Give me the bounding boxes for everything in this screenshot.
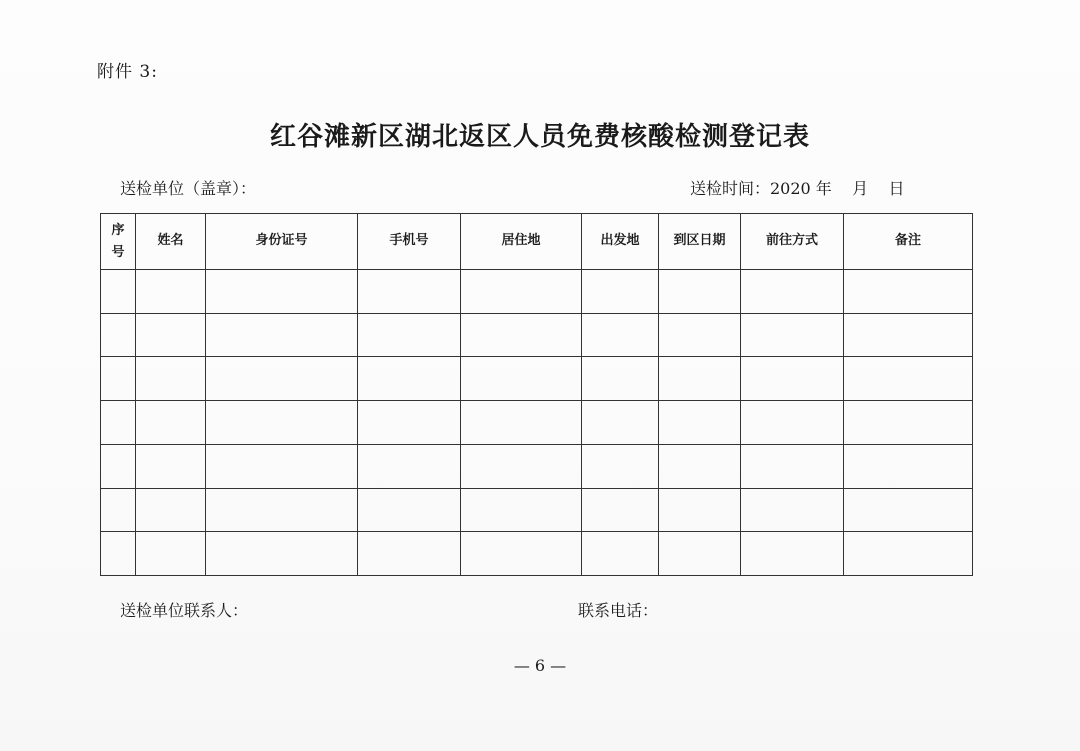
column-header-travel-mode: 前往方式 bbox=[741, 214, 844, 270]
table-cell[interactable] bbox=[844, 357, 973, 401]
table-cell[interactable] bbox=[844, 401, 973, 445]
table-cell[interactable] bbox=[358, 532, 461, 576]
submit-unit-label: 送检单位（盖章）： bbox=[120, 179, 257, 198]
table-cell[interactable] bbox=[358, 401, 461, 445]
form-title: 红谷滩新区湖北返区人员免费核酸检测登记表 bbox=[269, 122, 810, 152]
table-cell[interactable] bbox=[206, 401, 358, 445]
table-cell[interactable] bbox=[741, 401, 844, 445]
table-cell[interactable] bbox=[101, 532, 136, 576]
table-cell[interactable] bbox=[461, 401, 582, 445]
column-header-name: 姓名 bbox=[136, 214, 206, 270]
table-cell[interactable] bbox=[358, 357, 461, 401]
table-cell[interactable] bbox=[461, 488, 582, 532]
table-cell[interactable] bbox=[206, 444, 358, 488]
table-cell[interactable] bbox=[659, 357, 741, 401]
table-cell[interactable] bbox=[101, 357, 136, 401]
table-cell[interactable] bbox=[659, 313, 741, 357]
table-cell[interactable] bbox=[206, 270, 358, 314]
table-row bbox=[101, 444, 973, 488]
table-cell[interactable] bbox=[659, 444, 741, 488]
column-header-arrival-date: 到区日期 bbox=[659, 214, 741, 270]
submit-time-label: 送检时间：2020 年 月 日 bbox=[690, 179, 905, 198]
table-cell[interactable] bbox=[101, 401, 136, 445]
table-cell[interactable] bbox=[741, 357, 844, 401]
column-header-serial: 序号 bbox=[101, 214, 136, 270]
table-row bbox=[101, 270, 973, 314]
table-cell[interactable] bbox=[358, 488, 461, 532]
column-header-id-number: 身份证号 bbox=[206, 214, 358, 270]
table-cell[interactable] bbox=[844, 488, 973, 532]
table-cell[interactable] bbox=[582, 270, 659, 314]
table-cell[interactable] bbox=[136, 401, 206, 445]
table-cell[interactable] bbox=[461, 313, 582, 357]
table-cell[interactable] bbox=[206, 357, 358, 401]
table-cell[interactable] bbox=[582, 532, 659, 576]
column-header-departure: 出发地 bbox=[582, 214, 659, 270]
table-cell[interactable] bbox=[582, 313, 659, 357]
table-cell[interactable] bbox=[206, 313, 358, 357]
table-row bbox=[101, 401, 973, 445]
table-cell[interactable] bbox=[582, 488, 659, 532]
page-number: — 6 — bbox=[513, 656, 567, 675]
table-cell[interactable] bbox=[136, 532, 206, 576]
table-cell[interactable] bbox=[101, 313, 136, 357]
table-cell[interactable] bbox=[741, 488, 844, 532]
table-cell[interactable] bbox=[741, 270, 844, 314]
table-cell[interactable] bbox=[136, 444, 206, 488]
contact-person-label: 送检单位联系人： bbox=[120, 601, 249, 620]
contact-phone-label: 联系电话： bbox=[578, 601, 659, 620]
table-cell[interactable] bbox=[206, 488, 358, 532]
table-cell[interactable] bbox=[136, 357, 206, 401]
table-cell[interactable] bbox=[582, 444, 659, 488]
table-cell[interactable] bbox=[659, 270, 741, 314]
table-cell[interactable] bbox=[101, 444, 136, 488]
table-cell[interactable] bbox=[136, 313, 206, 357]
table-row bbox=[101, 532, 973, 576]
table-cell[interactable] bbox=[844, 444, 973, 488]
table-cell[interactable] bbox=[659, 488, 741, 532]
table-cell[interactable] bbox=[659, 532, 741, 576]
table-row bbox=[101, 357, 973, 401]
table-cell[interactable] bbox=[358, 313, 461, 357]
table-body bbox=[101, 270, 973, 576]
table-cell[interactable] bbox=[136, 488, 206, 532]
table-cell[interactable] bbox=[358, 444, 461, 488]
table-cell[interactable] bbox=[101, 270, 136, 314]
table-cell[interactable] bbox=[136, 270, 206, 314]
table-cell[interactable] bbox=[582, 357, 659, 401]
table-cell[interactable] bbox=[741, 444, 844, 488]
column-header-residence: 居住地 bbox=[461, 214, 582, 270]
table-cell[interactable] bbox=[844, 270, 973, 314]
table-cell[interactable] bbox=[461, 270, 582, 314]
table-cell[interactable] bbox=[741, 313, 844, 357]
registration-table bbox=[100, 213, 973, 576]
table-cell[interactable] bbox=[101, 488, 136, 532]
table-cell[interactable] bbox=[741, 532, 844, 576]
table-cell[interactable] bbox=[582, 401, 659, 445]
column-header-remarks: 备注 bbox=[844, 214, 973, 270]
table-row bbox=[101, 313, 973, 357]
table-cell[interactable] bbox=[461, 532, 582, 576]
table-cell[interactable] bbox=[358, 270, 461, 314]
table-cell[interactable] bbox=[461, 357, 582, 401]
table-cell[interactable] bbox=[844, 313, 973, 357]
attachment-label: 附件 3: bbox=[97, 62, 158, 82]
table-row bbox=[101, 488, 973, 532]
table-cell[interactable] bbox=[659, 401, 741, 445]
table-header-row bbox=[101, 214, 973, 270]
table-cell[interactable] bbox=[461, 444, 582, 488]
table-cell[interactable] bbox=[206, 532, 358, 576]
column-header-phone: 手机号 bbox=[358, 214, 461, 270]
table-cell[interactable] bbox=[844, 532, 973, 576]
